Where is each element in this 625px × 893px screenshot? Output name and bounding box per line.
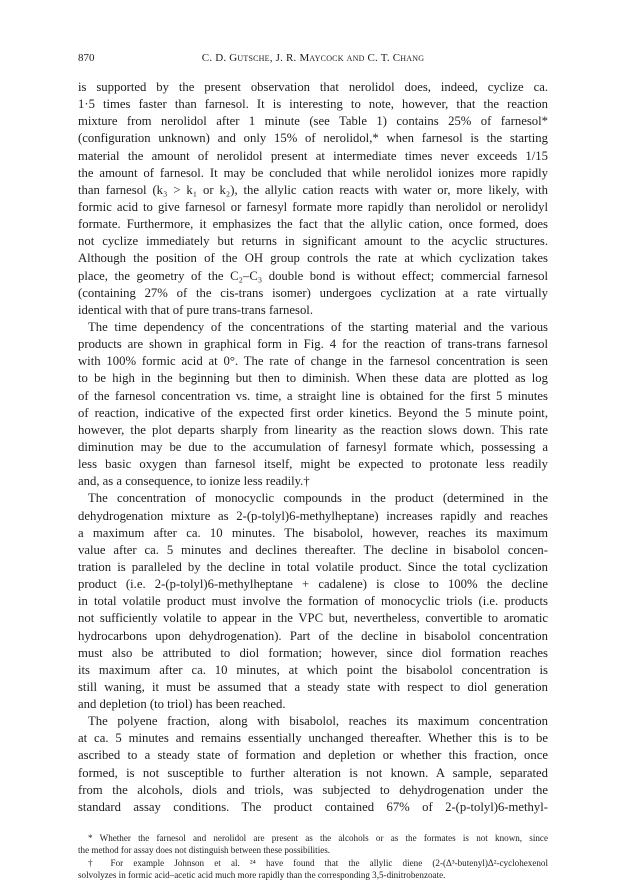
body-line: than farnesol (k₃ > k₁ or k₂), the allylic cation reacts with water or, more likely, with <box>78 182 548 197</box>
body-line: however, the plot departs sharply from linearity as the reaction slows down. This rate <box>78 422 548 437</box>
body-line: product (i.e. 2-(p-tolyl)6-methylheptane + cadalene) is close to 100% the decline <box>78 577 548 592</box>
body-line: is supported by the present observation that nerolidol does, indeed, cyclize ca. <box>78 80 548 94</box>
body-line: from the alcohols, diols and triols, was subjected to dehydrogenation under the <box>78 782 548 797</box>
body-line: The polyene fraction, along with bisabolol, reaches its maximum concentration <box>88 714 548 729</box>
page-number: 870 <box>78 52 95 64</box>
body-line: 1·5 times faster than farnesol. It is interesting to note, however, that the reaction <box>78 97 548 112</box>
body-line: still waning, it must be assumed that a steady state with respect to diol generation <box>78 679 548 694</box>
footnotes <box>78 832 548 882</box>
body-line: not sufficiently volatile to appear in the VPC but, nevertheless, convertible to aromatic <box>78 611 548 626</box>
body-line: diminution may be due to the accumulation of farnesyl formate which, possessing a <box>78 439 548 454</box>
body-line: less basic oxygen than farnesol itself, might be expected to protonate less readily <box>78 457 548 472</box>
page-header <box>78 52 548 68</box>
footnote-line: the method for assay does not distinguish between these possibilities. <box>78 845 331 856</box>
body-line: and depletion (to triol) has been reached. <box>78 697 286 712</box>
body-line: formic acid to give farnesol or farnesyl formate more rapidly than nerolidol or nerolidyl <box>78 199 548 214</box>
body-line: to be high in the beginning but then to diminish. When these data are plotted as log <box>78 371 548 386</box>
body-line: ascribed to a steady state of formation and depletion or whether this fraction, once <box>78 748 548 763</box>
body-line: dehydrogenation mixture as 2-(p-tolyl)6-methylheptane) increases rapidly and reaches <box>78 508 548 523</box>
body-line: material the amount of nerolidol present at intermediate times never exceeds 1/15 <box>78 148 548 163</box>
body-line: Although the position of the OH group controls the rate at which cyclization takes <box>78 251 548 266</box>
footnote-line: * Whether the farnesol and nerolidol are present as the alcohols or as the formates is not known, since <box>88 833 548 843</box>
body-line: and, as a consequence, to ionize less readily.† <box>78 474 310 489</box>
running-head-authors: C. D. Gutsche, J. R. Maycock and C. T. Chang <box>201 52 425 64</box>
body-line: with 100% formic acid at 0°. The rate of change in the farnesol concentration is seen <box>78 354 548 369</box>
body-line: must also be attributed to diol formation; however, since diol formation reaches <box>78 645 548 660</box>
body-line: of reaction, indicative of the expected first order kinetics. Beyond the 5 minute point, <box>78 405 548 420</box>
footnote-line: † For example Johnson et al. ²⁴ have found that the allylic diene (2-(Δ³-butenyl)Δ²-cyclohexenol <box>88 857 548 868</box>
body-line: formed, is not susceptible to further alteration is not known. A sample, separated <box>78 765 548 780</box>
body-line: formate. Furthermore, it emphasizes the fact that the allylic cation, once formed, does <box>78 217 548 232</box>
body-line: tration is paralleled by the decline in total volatile product. Since the total cyclization <box>78 559 548 574</box>
body-line: mixture from nerolidol after 1 minute (see Table 1) contains 25% of farnesol* <box>78 114 548 129</box>
body-line: identical with that of pure trans-trans farnesol. <box>78 302 313 317</box>
body-text <box>78 79 548 816</box>
body-line: (configuration unknown) and only 15% of nerolidol,* when farnesol is the starting <box>78 131 548 146</box>
body-line: The concentration of monocyclic compounds in the product (determined in the <box>88 491 548 506</box>
body-line: in total volatile product must involve the formation of monocyclic triols (i.e. products <box>78 594 548 609</box>
body-line: The time dependency of the concentrations of the starting material and the various <box>88 319 548 334</box>
body-line: value after ca. 5 minutes and declines thereafter. The decline in bisabolol concen- <box>78 542 548 557</box>
body-line: hydrocarbons upon dehydrogenation). Part of the decline in bisabolol concentration <box>78 628 548 643</box>
footnote-line: solvolyzes in formic acid–acetic acid much more rapidly than the corresponding 3,5-dinitrobenzoate. <box>78 870 446 881</box>
body-line: of the farnesol concentration vs. time, a straight line is obtained for the first 5 minutes <box>78 388 548 403</box>
body-line: the amount of farnesol. It may be concluded that while nerolidol ionizes more rapidly <box>78 165 548 180</box>
body-line: at ca. 5 minutes and remains essentially unchanged thereafter. Whether this is to be <box>78 731 548 746</box>
body-line: place, the geometry of the C₂–C₃ double bond is without effect; commercial farnesol <box>78 268 548 283</box>
body-line: standard assay conditions. The product contained 67% of 2-(p-tolyl)6-methyl- <box>78 799 548 814</box>
body-line: products are shown in graphical form in Fig. 4 for the reaction of trans-trans farnesol <box>78 337 548 352</box>
body-line: a maximum after ca. 10 minutes. The bisabolol, however, reaches its maximum <box>78 525 548 540</box>
body-line: (containing 27% of the cis-trans isomer) undergoes cyclization at a rate virtually <box>78 285 548 300</box>
body-line: not cyclize immediately but returns in significant amount to the acyclic structures. <box>78 234 548 249</box>
body-line: its maximum after ca. 10 minutes, at which point the bisabolol concentration is <box>78 662 548 677</box>
